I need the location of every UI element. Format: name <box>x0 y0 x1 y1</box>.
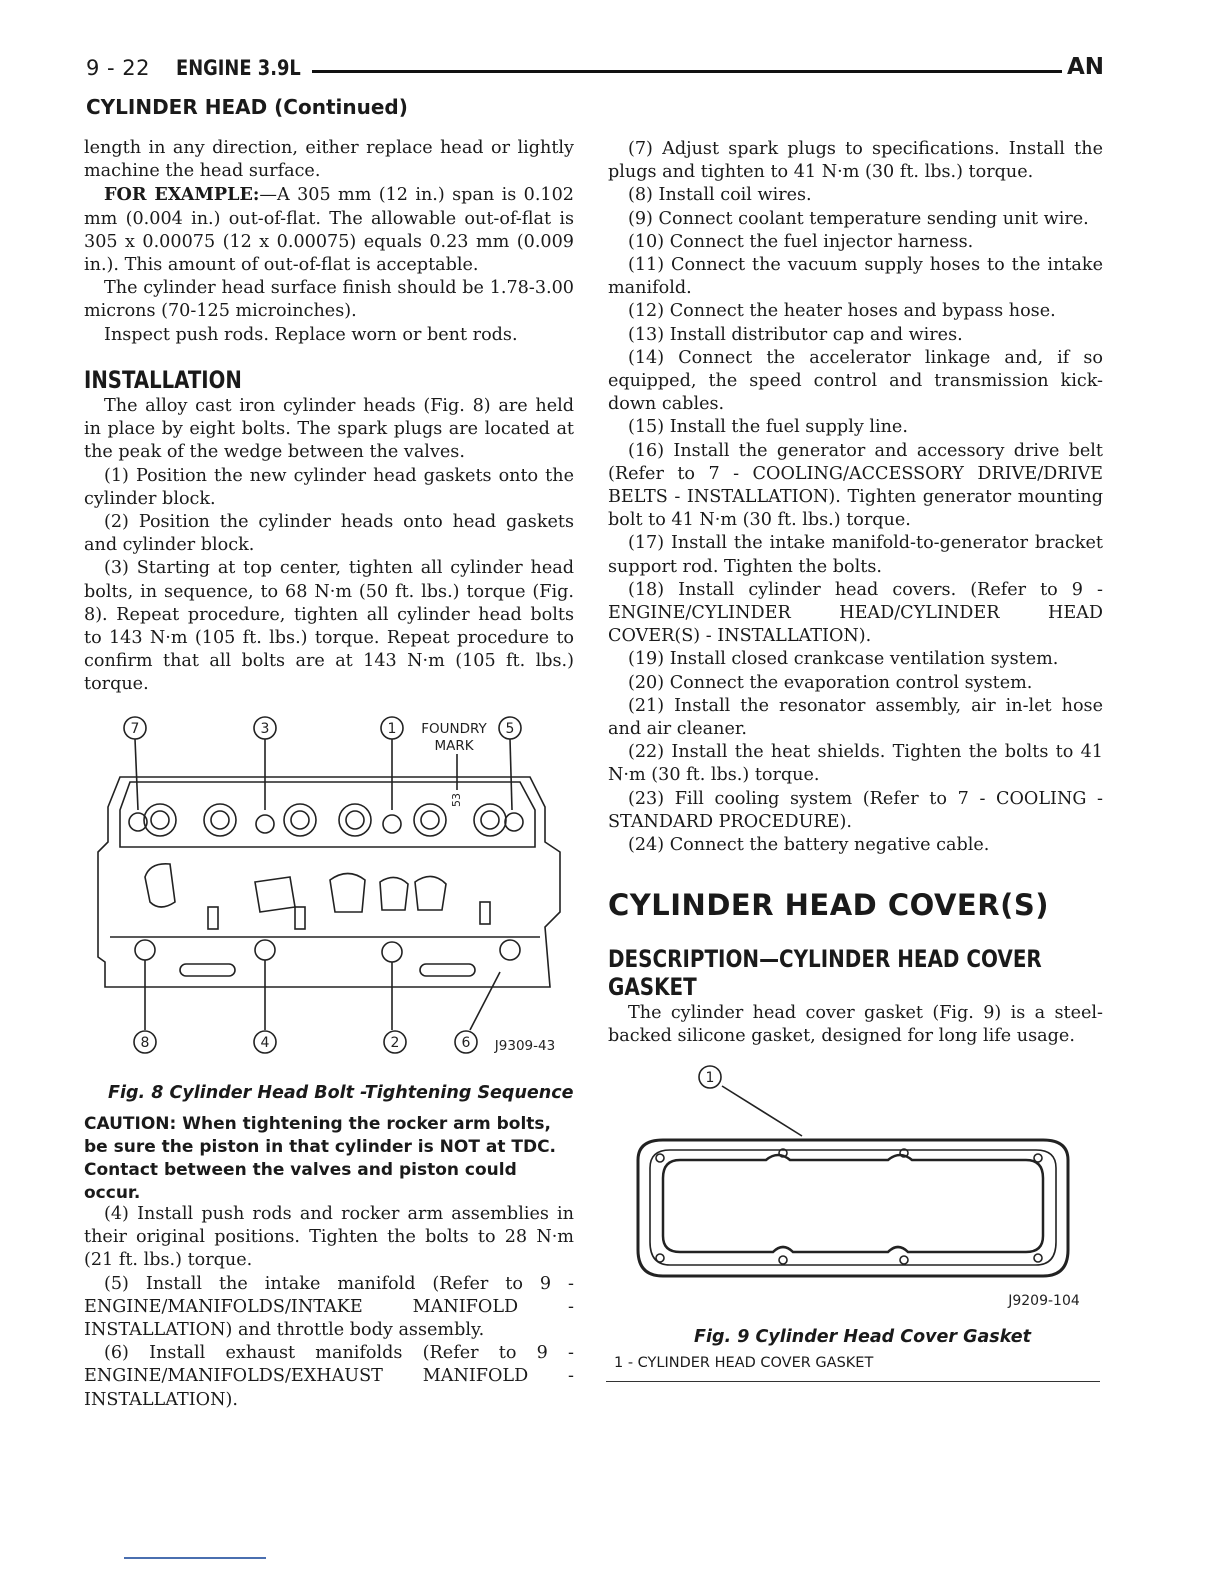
step: (17) Install the intake manifold-to-generator bracket support rod. Tighten the bolts. <box>608 533 1103 577</box>
paragraph: The cylinder head cover gasket (Fig. 9) is a steel-backed silicone gasket, designed for long life usage. <box>608 1003 1103 1047</box>
step: (7) Adjust spark plugs to specifications. Install the plugs and tighten to 41 N·m (30 ft. lbs.) torque. <box>608 139 1103 183</box>
fig8-caption: Fig. 8 Cylinder Head Bolt -Tightening Sequence <box>108 1083 574 1103</box>
foundry-label: FOUNDRY <box>421 721 487 737</box>
step: (3) Starting at top center, tighten all cylinder head bolts, in sequence, to 68 N·m (50 ft. lbs.) torque (Fig. 8). Repeat procedure, tighten all cylinder head bolts to 143 N·m (105 ft. lbs.) torque. Repeat procedure to confirm that all bolts are at 143 N·m (105 ft. lbs.) torque. <box>84 558 574 695</box>
figure-ref: J9209-104 <box>1008 1293 1080 1309</box>
step: (23) Fill cooling system (Refer to 7 - COOLING - STANDARD PROCEDURE). <box>608 788 1103 832</box>
cover-description <box>608 1002 1103 1048</box>
callout-8: 8 <box>140 1035 150 1051</box>
installation-heading: INSTALLATION <box>84 366 242 394</box>
caution-note: CAUTION: When tightening the rocker arm bolts, be sure the piston in that cylinder is NOT at TDC. Contact between the valves and piston could occur. <box>84 1114 557 1203</box>
step: (10) Connect the fuel injector harness. <box>628 231 974 252</box>
example-paragraph: FOR EXAMPLE:—A 305 mm (12 in.) span is 0.102 mm (0.004 in.) out-of-flat. The allowable out-of-flat is 305 x 0.00075 (12 x 0.00075) equals 0.23 mm (0.009 in.). This amount of out-of-flat is acceptable. <box>84 184 574 276</box>
callout-7: 7 <box>130 721 140 737</box>
step: (20) Connect the evaporation control system. <box>628 672 1033 693</box>
footer-line <box>124 1557 266 1559</box>
paragraph: The cylinder head surface finish should be 1.78-3.00 microns (70-125 microinches). <box>84 278 574 322</box>
installation-steps <box>84 395 574 697</box>
step: (6) Install exhaust manifolds (Refer to 9 - ENGINE/MANIFOLDS/EXHAUST MANIFOLD - INSTALLATION). <box>84 1343 574 1410</box>
callout-6: 6 <box>461 1035 471 1051</box>
step: (18) Install cylinder head covers. (Refer to 9 - ENGINE/CYLINDER HEAD/CYLINDER HEAD COVER(S) - INSTALLATION). <box>608 579 1103 647</box>
page-header <box>86 56 1104 86</box>
fig9-caption: Fig. 9 Cylinder Head Cover Gasket <box>694 1327 1031 1347</box>
callout-1: 1 <box>387 721 397 737</box>
step: (14) Connect the accelerator linkage and, if so equipped, the speed control and transmission kick-down cables. <box>608 347 1103 415</box>
step: (24) Connect the battery negative cable. <box>628 835 990 856</box>
callout-2: 2 <box>390 1035 400 1051</box>
step: (8) Install coil wires. <box>628 185 812 206</box>
right-steps <box>608 138 1103 857</box>
fig9-legend: 1 - CYLINDER HEAD COVER GASKET <box>614 1355 874 1371</box>
callout-3: 3 <box>260 721 270 737</box>
callout-1: 1 <box>705 1070 715 1086</box>
legend-rule <box>606 1381 1100 1382</box>
figure-ref: J9309-43 <box>494 1038 556 1054</box>
cover-section-heading: CYLINDER HEAD COVER(S) <box>608 888 1049 922</box>
step: (15) Install the fuel supply line. <box>628 417 908 438</box>
edition-code: AN <box>1066 54 1104 80</box>
fig8-cylinder-head-diagram <box>90 712 570 1062</box>
paragraph: Inspect push rods. Replace worn or bent rods. <box>104 324 518 345</box>
step: (11) Connect the vacuum supply hoses to the intake manifold. <box>608 255 1103 299</box>
step: (19) Install closed crankcase ventilation system. <box>628 649 1059 670</box>
step: (22) Install the heat shields. Tighten the bolts to 41 N·m (30 ft. lbs.) torque. <box>608 742 1103 786</box>
step: (21) Install the resonator assembly, air in-let hose and air cleaner. <box>608 695 1103 740</box>
mark-label: MARK <box>434 738 474 754</box>
left-steps <box>84 1203 574 1412</box>
step: (1) Position the new cylinder head gaskets onto the cylinder block. <box>84 465 574 509</box>
step: (16) Install the generator and accessory drive belt (Refer to 7 - COOLING/ACCESSORY DRIVE/DRIVE BELTS - INSTALLATION). Tighten generator mounting bolt to 41 N·m (30 ft. lbs.) torque. <box>608 440 1103 531</box>
step: (12) Connect the heater hoses and bypass hose. <box>628 301 1056 322</box>
fig9-gasket-diagram <box>618 1060 1088 1320</box>
step: (5) Install the intake manifold (Refer to 9 - ENGINE/MANIFOLDS/INTAKE MANIFOLD - INSTALLATION) and throttle body assembly. <box>84 1273 574 1341</box>
header-rule <box>312 70 1062 73</box>
left-column-intro <box>84 137 574 347</box>
step: (13) Install distributor cap and wires. <box>628 324 963 345</box>
callout-4: 4 <box>260 1035 270 1051</box>
callout-5: 5 <box>505 721 515 737</box>
paragraph: length in any direction, either replace head or lightly machine the head surface. <box>84 138 574 182</box>
step: (2) Position the cylinder heads onto head gaskets and cylinder block. <box>84 512 574 556</box>
continued-title: CYLINDER HEAD (Continued) <box>86 95 408 119</box>
cover-subheading-line1: DESCRIPTION—CYLINDER HEAD COVER <box>608 945 1042 973</box>
page-number: 9 - 22 <box>86 56 151 80</box>
step: (9) Connect coolant temperature sending unit wire. <box>628 208 1089 229</box>
step: (4) Install push rods and rocker arm assemblies in their original positions. Tighten the bolts to 28 N·m (21 ft. lbs.) torque. <box>84 1204 574 1271</box>
section-title: ENGINE 3.9L <box>176 56 301 80</box>
paragraph: The alloy cast iron cylinder heads (Fig. 8) are held in place by eight bolts. The spark plugs are located at the peak of the wedge between the valves. <box>84 396 574 463</box>
cover-subheading-line2: GASKET <box>608 973 697 1001</box>
example-label: FOR EXAMPLE: <box>104 184 260 206</box>
casting-mark: 53 <box>450 793 463 807</box>
